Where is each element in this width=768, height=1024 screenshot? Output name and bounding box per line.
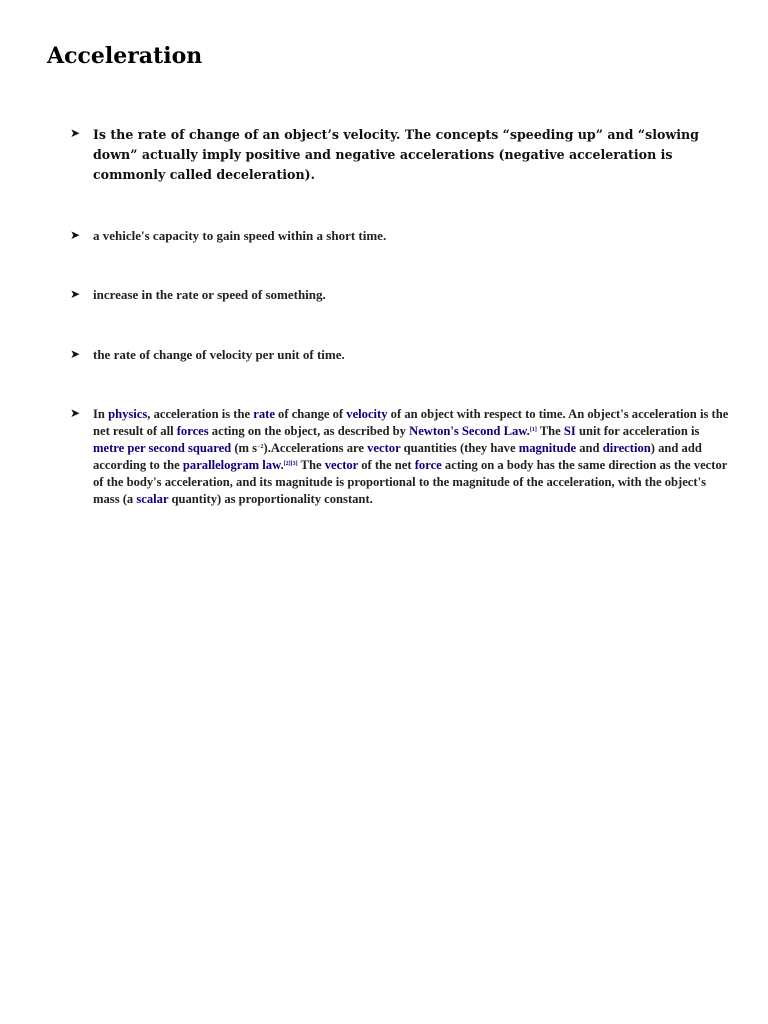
link-newtons-second-law[interactable]: Newton's Second Law — [409, 424, 527, 438]
paragraph-text: . — [280, 458, 284, 472]
paragraph-text: of change of — [274, 407, 347, 421]
link-parallelogram-law[interactable]: parallelogram law — [182, 458, 281, 472]
link-scalar[interactable]: scalar — [136, 492, 169, 506]
paragraph-text: , acceleration is the — [147, 407, 254, 421]
link-vector[interactable]: vector — [367, 441, 401, 455]
list-item-text: a vehicle's capacity to gain speed within a short time. — [93, 228, 387, 243]
paragraph-text: of the net — [358, 458, 415, 472]
link-magnitude[interactable]: magnitude — [518, 441, 577, 455]
paragraph-text: The — [536, 424, 564, 438]
list-item — [70, 347, 730, 363]
paragraph-text: In — [93, 407, 109, 421]
paragraph-text: unit for acceleration is — [575, 424, 700, 438]
citation-ref-2-3[interactable]: [2][3] — [283, 461, 298, 467]
paragraph-text: and — [576, 441, 603, 455]
arrowhead-bullet-icon: ➤ — [70, 406, 81, 420]
unit-exponent: −2 — [257, 444, 264, 450]
list-item-text: Is the rate of change of an object’s velocity. The concepts “speeding up” and “slowing down” actually imply positive and negative accelerations (negative acceleration is commonly called deceleration). — [93, 127, 699, 182]
paragraph-text: (m s — [231, 441, 258, 455]
link-rate[interactable]: rate — [253, 407, 275, 421]
citation-ref-1[interactable]: [1] — [529, 427, 537, 433]
arrowhead-bullet-icon: ➤ — [70, 126, 81, 140]
paragraph-text: acting on a body has the same direction as the vector of the body's acceleration, and its magnitude is proportional to the magnitude of the acceleration, with the object's mass (a — [93, 458, 728, 506]
paragraph-text: of an object with respect to time. An object's acceleration is the net result of all — [93, 407, 729, 438]
paragraph-text: quantity) as proportionality constant. — [168, 492, 373, 506]
list-item-text: the rate of change of velocity per unit of time. — [93, 347, 345, 362]
link-force[interactable]: force — [414, 458, 442, 472]
link-forces[interactable]: forces — [176, 424, 209, 438]
paragraph-text: ).Accelerations are — [263, 441, 368, 455]
paragraph-text: ) and add according to the — [93, 441, 702, 472]
arrowhead-bullet-icon: ➤ — [70, 287, 81, 301]
link-direction[interactable]: direction — [602, 441, 651, 455]
arrowhead-bullet-icon: ➤ — [70, 228, 81, 242]
list-item-text: increase in the rate or speed of something. — [93, 287, 326, 302]
link-vector[interactable]: vector — [324, 458, 359, 472]
link-physics[interactable]: physics — [108, 407, 148, 421]
paragraph-text: . — [526, 424, 530, 438]
list-item — [70, 287, 730, 303]
list-item — [70, 228, 730, 244]
arrowhead-bullet-icon: ➤ — [70, 347, 81, 361]
paragraph-text: The — [297, 458, 325, 472]
definition-paragraph — [93, 406, 730, 508]
link-metre-per-second-squared[interactable]: metre per second squared — [93, 441, 232, 455]
link-velocity[interactable]: velocity — [346, 407, 388, 421]
page-title: Acceleration — [47, 43, 203, 69]
paragraph-text: quantities (they have — [400, 441, 519, 455]
list-item — [70, 125, 730, 185]
list-item — [70, 406, 730, 508]
link-si[interactable]: SI — [563, 424, 576, 438]
paragraph-text: acting on the object, as described by — [208, 424, 410, 438]
